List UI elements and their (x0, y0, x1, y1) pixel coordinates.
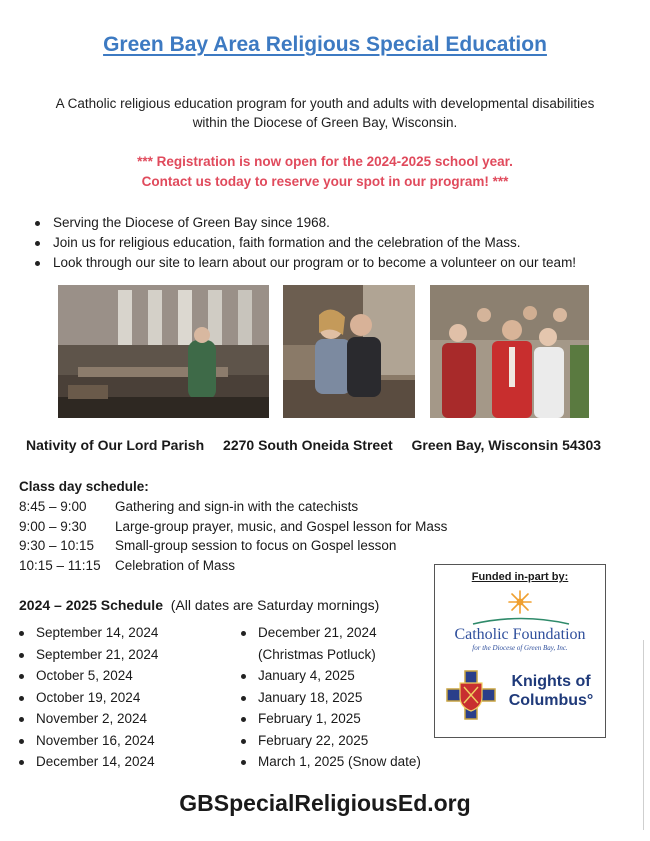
date-item: December 21, 2024 (240, 622, 421, 644)
date-item: November 16, 2024 (18, 730, 158, 752)
photo-embrace (283, 285, 415, 418)
scan-edge-divider (643, 640, 644, 830)
photo-group (430, 285, 589, 418)
schedule-activity: Large-group prayer, music, and Gospel lesson for Mass (115, 518, 448, 534)
date-item: September 14, 2024 (18, 622, 158, 644)
city-state-zip: Green Bay, Wisconsin 54303 (411, 437, 602, 453)
funding-label: Funded in-part by: (471, 571, 569, 583)
date-item: October 5, 2024 (18, 665, 158, 687)
photo-mass-altar (58, 285, 269, 418)
date-item: February 1, 2025 (240, 708, 421, 730)
class-schedule-heading: Class day schedule: (19, 479, 149, 494)
knights-line-2: Columbus° (508, 692, 594, 709)
date-item: March 1, 2025 (Snow date) (240, 751, 421, 773)
year-schedule-heading (19, 597, 379, 613)
intro-line-2: within the Diocese of Green Bay, Wisconsin. (192, 115, 458, 130)
highlight-item: Join us for religious education, faith formation and the celebration of the Mass. (33, 233, 633, 253)
intro-line-1: A Catholic religious education program for youth and adults with developmental disabilities (55, 96, 595, 111)
schedule-activity: Gathering and sign-in with the catechists (115, 499, 359, 514)
schedule-time: 10:15 – 11:15 (19, 557, 101, 573)
foundation-arc-icon (471, 615, 571, 625)
intro-text (20, 94, 630, 132)
highlights-list (33, 213, 633, 273)
date-item: January 4, 2025 (240, 665, 421, 687)
schedule-activity: Celebration of Mass (115, 557, 236, 573)
year-schedule-title: 2024 – 2025 Schedule (19, 597, 163, 613)
date-note: (Christmas Potluck) (258, 646, 376, 662)
highlight-item: Serving the Diocese of Green Bay since 1968. (33, 213, 633, 233)
schedule-row (19, 536, 447, 556)
street-address: 2270 South Oneida Street (223, 437, 393, 453)
website-url: GBSpecialReligiousEd.org (179, 790, 471, 816)
catholic-foundation-logo: Catholic Foundation (454, 626, 586, 643)
knights-line-1: Knights of (511, 673, 591, 690)
date-item: October 19, 2024 (18, 687, 158, 709)
parish-name: Nativity of Our Lord Parish (26, 437, 205, 453)
schedule-time: 9:30 – 10:15 (19, 538, 95, 553)
schedule-activity: Small-group session to focus on Gospel lesson (115, 538, 397, 553)
schedule-row (19, 517, 447, 537)
class-schedule (19, 497, 447, 575)
date-item: January 18, 2025 (240, 687, 421, 709)
registration-notice (20, 152, 630, 192)
date-item: February 22, 2025 (240, 730, 421, 752)
registration-line-2: Contact us today to reserve your spot in our program! *** (141, 174, 509, 189)
parish-address (26, 437, 636, 453)
schedule-row (19, 497, 447, 517)
funding-box (434, 564, 606, 738)
date-item: December 14, 2024 (18, 751, 158, 773)
date-item: November 2, 2024 (18, 708, 158, 730)
catholic-foundation-tagline: for the Diocese of Green Bay, Inc. (472, 644, 568, 652)
dates-column-2 (240, 622, 421, 773)
schedule-time: 9:00 – 9:30 (19, 518, 87, 534)
knights-emblem-icon (445, 669, 497, 721)
year-schedule-note: (All dates are Saturday mornings) (170, 597, 380, 613)
knights-of-columbus-logo (501, 672, 601, 710)
registration-line-1: *** Registration is now open for the 2024-2025 school year. (137, 154, 513, 169)
schedule-row (19, 556, 447, 576)
highlight-item: Look through our site to learn about our program or to become a volunteer on our team! (33, 253, 633, 273)
schedule-time: 8:45 – 9:00 (19, 499, 87, 514)
dates-column-1 (18, 622, 158, 773)
date-item: September 21, 2024 (18, 644, 158, 666)
sunburst-icon (507, 589, 533, 615)
page-title: Green Bay Area Religious Special Education (103, 33, 547, 56)
